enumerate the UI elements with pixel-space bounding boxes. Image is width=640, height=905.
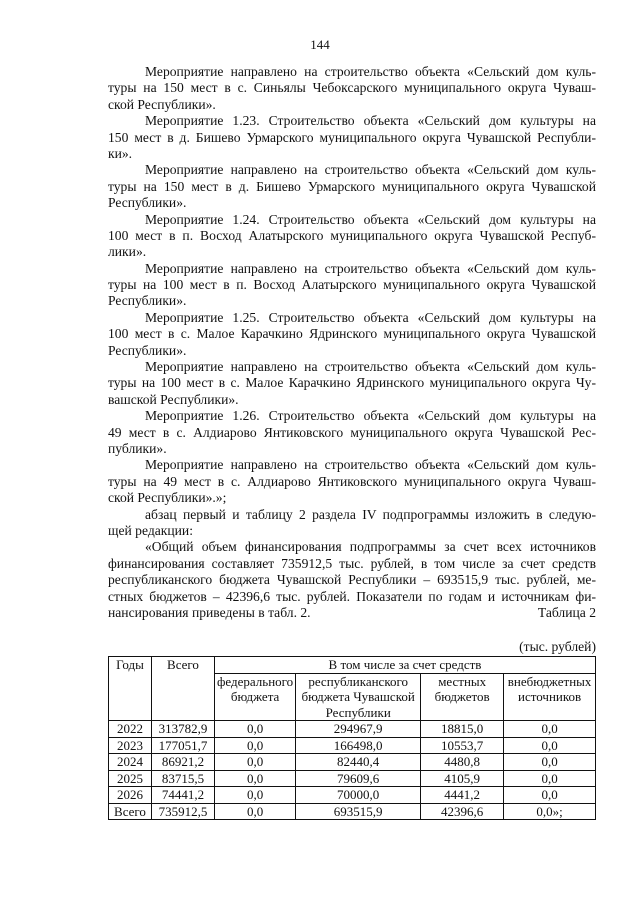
- table-row: [109, 803, 596, 820]
- text-line: Мероприятие направлено на строительство объекта «Сельский дом куль-: [145, 64, 596, 79]
- cell-extra: 0,0: [504, 737, 596, 754]
- text-line: туры на 150 мест в с. Синьялы Чебоксарского муниципального округа Чуваш-: [108, 80, 596, 96]
- cell-republic: 693515,9: [296, 803, 421, 820]
- table-row: [109, 787, 596, 804]
- text-line: стных бюджетов – 42396,6 тыс. рублей. Показатели по годам и источникам фи-: [108, 588, 596, 604]
- text-line: ской Республики».»;: [108, 490, 227, 506]
- cell-republic: 166498,0: [296, 737, 421, 754]
- cell-extra: 0,0: [504, 754, 596, 771]
- cell-total: 177051,7: [152, 737, 215, 754]
- paragraph: [108, 539, 596, 621]
- text-line: щей редакции:: [108, 522, 193, 538]
- cell-year: 2026: [109, 787, 152, 804]
- text-line: «Общий объем финансирования подпрограммы за счет всех источников: [145, 539, 596, 555]
- page-number: 144: [310, 37, 330, 52]
- cell-federal: 0,0: [215, 770, 296, 787]
- cell-local: 4441,2: [421, 787, 504, 804]
- cell-federal: 0,0: [215, 721, 296, 738]
- text-line: 49 мест в с. Алдиарово Янтиковского муниципального округа Чувашской Рес-: [108, 424, 596, 440]
- text-line: туры на 150 мест в д. Бишево Урмарского муниципального округа Чувашской: [108, 178, 596, 194]
- text-line: вашской Республики».: [108, 391, 239, 407]
- text-line: Мероприятие 1.24. Строительство объекта «Сельский дом культуры на: [145, 211, 596, 227]
- text-line: абзац первый и таблицу 2 раздела IV подпрограммы изложить в следую-: [145, 506, 596, 522]
- text-line: Республики».: [108, 342, 187, 358]
- text-line: туры на 49 мест в с. Алдиарово Янтиковского муниципального округа Чуваш-: [108, 473, 596, 489]
- cell-local: 4480,8: [421, 754, 504, 771]
- paragraph: [108, 359, 596, 408]
- text-line: Мероприятие направлено на строительство объекта «Сельский дом куль-: [145, 260, 596, 276]
- text-line: 100 мест в п. Восход Алатырского муниципального округа Чувашской Респуб-: [108, 227, 596, 243]
- cell-extra: 0,0: [504, 787, 596, 804]
- cell-local: 10553,7: [421, 737, 504, 754]
- text-line: финансирования составляет 735912,5 тыс. рублей, в том числе за счет средств: [108, 555, 596, 571]
- cell-federal: 0,0: [215, 754, 296, 771]
- header-republic: республиканского бюджета Чувашской Республики: [296, 673, 421, 721]
- text-line: Республики».: [108, 293, 187, 309]
- paragraph: [108, 261, 596, 310]
- header-years: Годы: [109, 657, 152, 721]
- cell-republic: 82440,4: [296, 754, 421, 771]
- cell-republic: 79609,6: [296, 770, 421, 787]
- table-row: [109, 721, 596, 738]
- paragraph: [108, 212, 596, 261]
- table-row: [109, 770, 596, 787]
- paragraph: [108, 310, 596, 359]
- cell-republic: 294967,9: [296, 721, 421, 738]
- cell-republic: 70000,0: [296, 787, 421, 804]
- text-line: лики».: [108, 244, 147, 260]
- table-body: [109, 721, 596, 820]
- text-line: Мероприятие направлено на строительство объекта «Сельский дом куль-: [145, 359, 596, 375]
- cell-local: 4105,9: [421, 770, 504, 787]
- cell-year: Всего: [109, 803, 152, 820]
- text-line: Республики».: [108, 195, 187, 211]
- text-line: 150 мест в д. Бишево Урмарского муниципального округа Чувашской Республи-: [108, 129, 596, 145]
- text-line: ки».: [108, 145, 133, 161]
- cell-extra: 0,0: [504, 770, 596, 787]
- table-row: [109, 754, 596, 771]
- cell-federal: 0,0: [215, 787, 296, 804]
- paragraph: [108, 162, 596, 211]
- text-line: Мероприятие направлено на строительство объекта «Сельский дом куль-: [145, 457, 596, 473]
- paragraph: [108, 113, 596, 162]
- cell-total: 83715,5: [152, 770, 215, 787]
- cell-federal: 0,0: [215, 803, 296, 820]
- paragraph: [108, 408, 596, 457]
- text-line: публики».: [108, 440, 167, 456]
- table-caption: Таблица 2: [537, 605, 596, 620]
- cell-extra: 0,0: [504, 721, 596, 738]
- text-line: туры на 100 мест в п. Восход Алатырского муниципального округа Чувашской: [108, 277, 596, 293]
- header-local: местных бюджетов: [421, 673, 504, 721]
- cell-year: 2022: [109, 721, 152, 738]
- paragraph: [108, 64, 596, 113]
- paragraph: [108, 457, 596, 506]
- header-total: Всего: [152, 657, 215, 721]
- text-line: Мероприятие 1.26. Строительство объекта «Сельский дом культуры на: [145, 408, 596, 424]
- text-line: 100 мест в с. Малое Карачкино Ядринского муниципального округа Чувашской: [108, 326, 596, 342]
- text-line: ской Республики».: [108, 96, 216, 112]
- table-units: (тыс. рублей): [519, 639, 596, 654]
- header-group: В том числе за счет средств: [215, 657, 596, 674]
- cell-extra: 0,0»;: [504, 803, 596, 820]
- header-federal: федерального бюджета: [215, 673, 296, 721]
- text-line: республиканского бюджета Чувашской Республики – 693515,9 тыс. рублей, ме-: [108, 572, 596, 588]
- table-row: [109, 737, 596, 754]
- cell-federal: 0,0: [215, 737, 296, 754]
- paragraph: [108, 507, 596, 540]
- cell-year: 2024: [109, 754, 152, 771]
- cell-year: 2025: [109, 770, 152, 787]
- cell-local: 42396,6: [421, 803, 504, 820]
- financing-table: [108, 656, 596, 820]
- text-line: Мероприятие 1.25. Строительство объекта «Сельский дом культуры на: [145, 309, 596, 325]
- cell-total: 74441,2: [152, 787, 215, 804]
- text-line: туры на 100 мест в с. Малое Карачкино Ядринского муниципального округа Чу-: [108, 375, 596, 391]
- text-line: Мероприятие направлено на строительство объекта «Сельский дом куль-: [145, 162, 596, 178]
- text-line: Мероприятие 1.23. Строительство объекта «Сельский дом культуры на: [145, 113, 596, 129]
- text-line: нансирования приведены в табл. 2.: [108, 604, 311, 620]
- document-body: [108, 64, 596, 621]
- cell-total: 86921,2: [152, 754, 215, 771]
- cell-total: 735912,5: [152, 803, 215, 820]
- cell-local: 18815,0: [421, 721, 504, 738]
- cell-year: 2023: [109, 737, 152, 754]
- header-extra: внебюджетных источников: [504, 673, 596, 721]
- cell-total: 313782,9: [152, 721, 215, 738]
